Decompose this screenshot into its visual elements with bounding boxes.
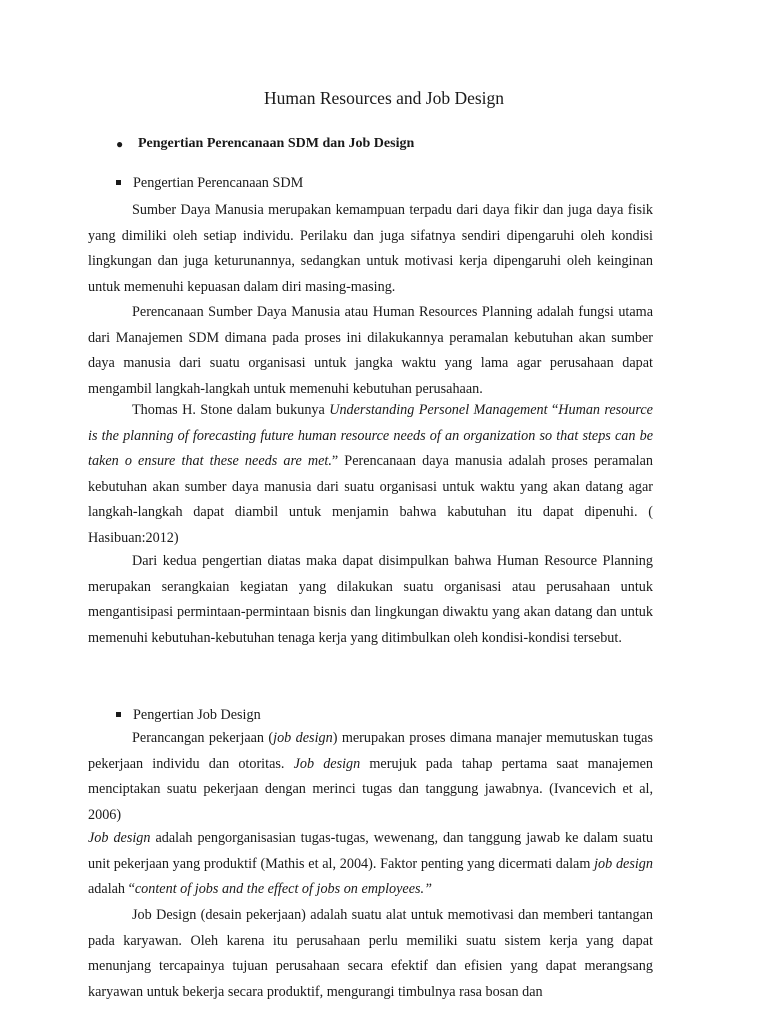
quote-text: content of jobs and the effect of jobs on employees.” <box>134 881 432 897</box>
section-heading-text: Pengertian Job Design <box>133 707 261 723</box>
paragraph-jd-1 <box>88 726 653 828</box>
paragraph-text: ” Perencanaan daya manusia adalah proses peramalan kebutuhan akan sumber daya manusia dari suatu organisasi untuk waktu yang akan datang agar langkah-langkah dapat diambil untuk menjamin bahwa kabutuhan itu dapat dipenuhi. ( Hasibuan:2012) <box>88 453 653 546</box>
paragraph-text: “ <box>547 402 559 418</box>
bullet-dot-icon: ● <box>116 137 124 151</box>
document-title: Human Resources and Job Design <box>263 88 505 108</box>
term: job design <box>594 855 653 872</box>
square-bullet-icon <box>116 712 121 717</box>
paragraph-text: Perancangan pekerjaan ( <box>132 730 274 746</box>
paragraph-text: merujuk pada tahap pertama saat manajemen menciptakan suatu pekerjaan dengan merinci tugas dan tanggung jawabnya. (Ivancevich et al, 2006) <box>88 755 653 823</box>
paragraph-sdm-1: Sumber Daya Manusia merupakan kemampuan terpadu dari daya fikir dan juga daya fisik yang dimiliki oleh setiap individu. Perilaku dan juga sifatnya sendiri dipengaruhi oleh kondisi lingkungan dan juga keturunannya, sedangkan untuk motivasi kerja dipengaruhi oleh keinginan untuk memenuhi kepuasan dalam diri masing-masing. <box>88 202 653 295</box>
paragraph-sdm-4: Dari kedua pengertian diatas maka dapat disimpulkan bahwa Human Resource Planning merupakan serangkaian kegiatan yang dilakukan suatu organisasi atau perusahaan untuk mengantisipasi permintaan-permintaan bisnis dan lingkungan diwaktu yang akan datang dan untuk memenuhi kebutuhan-kebutuhan tenaga kerja yang ditimbulkan oleh kondisi-kondisi tersebut. <box>88 553 653 646</box>
paragraph-sdm-2: Perencanaan Sumber Daya Manusia atau Human Resources Planning adalah fungsi utama dari Manajemen SDM dimana pada proses ini dilakukannya peramalan kebutuhan akan sumber daya manusia dari suatu organisasi untuk jangka waktu yang lama agar perusahaan dapat mengambil langkah-langkah untuk memenuhi kebutuhan perusahaan. <box>88 304 653 397</box>
term: job design <box>273 730 333 746</box>
paragraph-text: adalah “ <box>88 881 135 897</box>
term: Job design <box>293 755 361 772</box>
paragraph-text: ) merupakan proses dimana manajer memutuskan tugas pekerjaan individu dan otoritas. <box>88 730 654 772</box>
paragraph-jd-2 <box>88 826 653 903</box>
term: Job design <box>88 830 151 846</box>
paragraph-text: Thomas H. Stone dalam bukunya <box>132 402 330 418</box>
paragraph-sdm-3 <box>88 398 653 551</box>
paragraph-jd-3: Job Design (desain pekerjaan) adalah suatu alat untuk memotivasi dan memberi tantangan pada karyawan. Oleh karena itu perusahaan perlu memiliki suatu sistem kerja yang dapat menunjang tercapainya tujuan perusahaan secara efektif dan efisien yang dapat merangsang karyawan untuk bekerja secara produktif, mengurangi timbulnya rasa bosan dan <box>88 907 653 1000</box>
book-title: Understanding Personel Management <box>329 402 548 418</box>
square-bullet-icon <box>116 180 121 185</box>
main-heading-text: Pengertian Perencanaan SDM dan Job Design <box>138 136 415 151</box>
section-heading-text: Pengertian Perencanaan SDM <box>133 175 304 191</box>
paragraph-text: adalah pengorganisasian tugas-tugas, wewenang, dan tanggung jawab ke dalam suatu unit pekerjaan yang produktif (Mathis et al, 2004). Faktor penting yang dicermati dalam <box>88 830 653 872</box>
quote-text: Human resource is the planning of forecasting future human resource needs of an organization so that steps can be taken o ensure that these needs are met. <box>88 402 653 469</box>
